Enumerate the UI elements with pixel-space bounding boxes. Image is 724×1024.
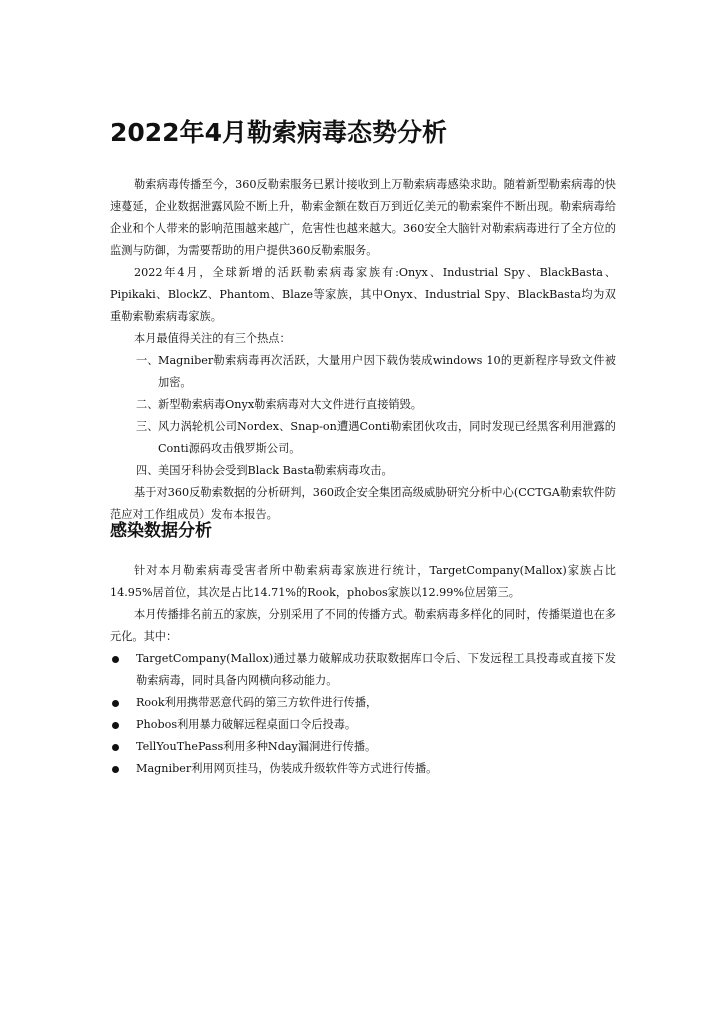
bullet-icon [112,656,119,663]
intro-section [110,174,616,526]
hotspot-text: 风力涡轮机公司Nordex、Snap-on遭遇Conti勒索团伙攻击，同时发现已经黑客利用泄露的Conti源码攻击俄罗斯公司。 [158,420,616,455]
list-item [110,692,616,714]
document-title: 2022年4月勒索病毒态势分析 [110,118,447,147]
list-item-text: Magniber利用网页挂马，伪装成升级软件等方式进行传播。 [136,762,438,775]
list-item-text: Rook利用携带恶意代码的第三方软件进行传播， [136,696,378,709]
hotspot-number: 一、 [136,354,159,367]
list-item [110,714,616,736]
propagation-list [110,648,616,780]
list-item [110,758,616,780]
hotspot-number: 二、 [136,398,159,411]
analysis-paragraph-2: 本月传播排名前五的家族，分别采用了不同的传播方式。勒索病毒多样化的同时，传播渠道也在多元化。其中： [110,608,616,643]
list-item-text: TargetCompany(Mallox)通过暴力破解成功获取数据库口令后、下发远程工具投毒或直接下发勒索病毒，同时具备内网横向移动能力。 [136,652,616,687]
analysis-paragraph-1: 针对本月勒索病毒受害者所中勒索病毒家族进行统计，TargetCompany(Mallox)家族占比14.95%居首位，其次是占比14.71%的Rook，phobos家族以12.99%位居第三。 [110,564,616,599]
bullet-icon [112,744,119,751]
hotspot-item [110,460,616,482]
list-item-text: TellYouThePass利用多种Nday漏洞进行传播。 [136,740,377,753]
hotspots-lead: 本月最值得关注的有三个热点： [134,332,291,345]
hotspot-item [110,394,616,416]
hotspot-number: 三、 [136,420,159,433]
infection-analysis-section [110,518,616,780]
hotspot-text: 美国牙科协会受到Black Basta勒索病毒攻击。 [158,464,393,477]
list-item-text: Phobos利用暴力破解远程桌面口令后投毒。 [136,718,357,731]
intro-paragraph-4: 基于对360反勒索数据的分析研判，360政企安全集团高级威胁研究分析中心(CCTGA勒索软件防范应对工作组成员）发布本报告。 [110,486,616,521]
list-item [110,736,616,758]
hotspot-text: 新型勒索病毒Onyx勒索病毒对大文件进行直接销毁。 [158,398,422,411]
bullet-icon [112,700,119,707]
intro-paragraph-2: 2022年4月，全球新增的活跃勒索病毒家族有:Onyx、Industrial Spy、BlackBasta、Pipikaki、BlockZ、Phantom、Blaze等家族，其中Onyx、Industrial Spy、BlackBasta均为双重勒索勒索病毒家族。 [110,266,616,323]
hotspot-number: 四、 [136,464,159,477]
section-heading: 感染数据分析 [110,521,212,541]
hotspot-item [110,416,616,460]
intro-paragraph-1: 勒索病毒传播至今，360反勒索服务已累计接收到上万勒索病毒感染求助。随着新型勒索病毒的快速蔓延，企业数据泄露风险不断上升，勒索金额在数百万到近亿美元的勒索案件不断出现。勒索病毒给企业和个人带来的影响范围越来越广，危害性也越来越大。360安全大脑针对勒索病毒进行了全方位的监测与防御，为需要帮助的用户提供360反勒索服务。 [110,178,616,257]
hotspot-text: Magniber勒索病毒再次活跃，大量用户因下载伪装成windows 10的更新程序导致文件被加密。 [158,354,616,389]
bullet-icon [112,722,119,729]
list-item [110,648,616,692]
bullet-icon [112,766,119,773]
hotspot-item [110,350,616,394]
